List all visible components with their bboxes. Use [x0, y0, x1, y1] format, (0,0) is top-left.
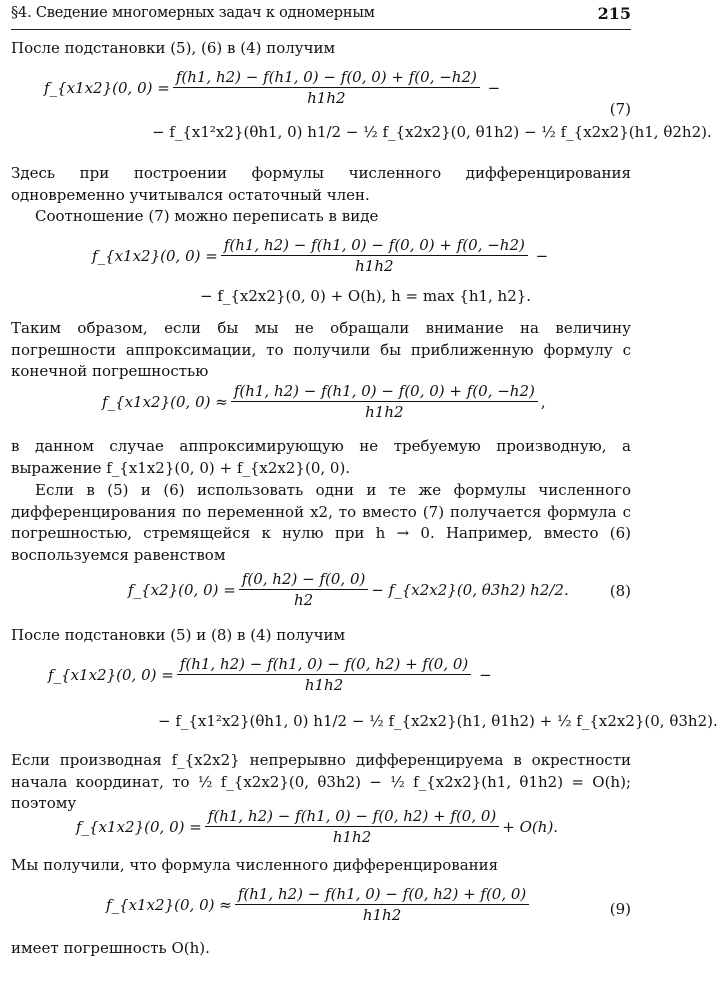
paragraph-9: Мы получили, что формула численного дифференцирования	[11, 856, 499, 874]
equation-b: f_{x1x2}(0, 0) ≈ $\frac{f(h1, h2) - f(h1, 0) - f(0, 0) + f(0, -h2)}{h1h2}$ ,	[102, 382, 546, 421]
equation-d	[76, 807, 558, 846]
eqD-fraction	[205, 807, 499, 846]
eq8-denominator: h2	[293, 591, 314, 609]
eq7-lhs: f_{x1x2}(0, 0) =	[44, 78, 170, 97]
section-title: §4. Сведение многомерных задач к одномерным	[11, 5, 375, 21]
equation-9	[106, 885, 532, 924]
eqA-lhs: f_{x1x2}(0, 0) =	[92, 246, 218, 265]
eq9-fraction	[235, 885, 529, 924]
eqD-numerator: f(h1, h2) − f(h1, 0) − f(0, h2) + f(0, 0)	[205, 807, 499, 827]
equation-8	[128, 570, 569, 609]
paragraph-10: имеет погрешность O(h).	[11, 939, 210, 957]
paragraph-5: в данном случае аппроксимирующую не требуемую производную, а выражение f_{x1x2}(0, 0) + f_{x2x2}(0, 0).	[11, 437, 631, 477]
equation-7-line-1: f_{x1x2}(0, 0) = $\frac{f(h1, h2) - f(h1, 0) - f(0, 0) + f(0, -h2)}{h1h2}$ −	[44, 68, 501, 107]
eqD-denominator: h1h2	[332, 828, 372, 846]
eqB-denominator: h1h2	[365, 403, 404, 421]
eq7-fraction	[173, 68, 480, 107]
paragraph-3: Соотношение (7) можно переписать в виде	[35, 207, 379, 225]
eq9-denominator: h1h2	[362, 906, 402, 924]
eq9-lhs: f_{x1x2}(0, 0) ≈	[106, 895, 232, 914]
eq7-denominator: h1h2	[307, 89, 346, 107]
eqA-fraction	[221, 236, 528, 275]
eqB-numerator: f(h1, h2) − f(h1, 0) − f(0, 0) + f(0, −h2)	[231, 382, 538, 402]
running-header	[11, 3, 631, 30]
paragraph-7: После подстановки (5) и (8) в (4) получим	[11, 626, 346, 644]
page-number: 215	[597, 4, 631, 23]
eqC-lhs: f_{x1x2}(0, 0) =	[48, 665, 174, 684]
eqB-fraction	[231, 382, 538, 421]
paragraph-4: Таким образом, если бы мы не обращали внимание на величину погрешности аппроксимации, то получили бы приближенную формулу с конечной погрешностью	[11, 319, 631, 380]
eqC-fraction	[177, 655, 471, 694]
eqA-numerator: f(h1, h2) − f(h1, 0) − f(0, 0) + f(0, −h2)	[221, 236, 528, 256]
eq8-rest: − f_{x2x2}(0, θ3h2) h2/2.	[371, 580, 569, 599]
equation-7-label: (7)	[609, 100, 631, 118]
eqB-lhs: f_{x1x2}(0, 0) ≈	[102, 392, 228, 411]
eqC-denominator: h1h2	[304, 676, 344, 694]
eqD-rest: + O(h).	[502, 817, 559, 836]
paragraph-8: Если производная f_{x2x2} непрерывно дифференцируема в окрестности начала координат, то ½ f_{x2x2}(0, θ3h2) − ½ f_{x2x2}(h1, θ1h2) = O(h); поэтому	[11, 751, 631, 812]
eqC-numerator: f(h1, h2) − f(h1, 0) − f(0, h2) + f(0, 0)	[177, 655, 471, 675]
eqA-denominator: h1h2	[355, 257, 394, 275]
eq7-numerator: f(h1, h2) − f(h1, 0) − f(0, 0) + f(0, −h2)	[173, 68, 480, 88]
equation-a-line-1: f_{x1x2}(0, 0) = $\frac{f(h1, h2) - f(h1, 0) - f(0, 0) + f(0, -h2)}{h1h2}$ −	[92, 236, 549, 275]
paragraph-6: Если в (5) и (6) использовать одни и те же формулы численного дифференцирования по переменной x2, то вместо (7) получается формула с погрешностью, стремящейся к нулю при h → 0. Например, вместо (6) воспользуемся равенством	[11, 481, 631, 564]
paragraph-1: После подстановки (5), (6) в (4) получим	[11, 39, 336, 57]
eq8-lhs: f_{x2}(0, 0) =	[128, 580, 236, 599]
equation-8-label: (8)	[609, 582, 631, 600]
equation-a-line-2: − f_{x2x2}(0, 0) + O(h), h = max {h1, h2}.	[200, 287, 532, 305]
equation-7-line-2: − f_{x1²x2}(θh1, 0) h1/2 − ½ f_{x2x2}(0, θ1h2) − ½ f_{x2x2}(h1, θ2h2).	[152, 123, 712, 141]
eq9-numerator: f(h1, h2) − f(h1, 0) − f(0, h2) + f(0, 0)	[235, 885, 529, 905]
equation-c-line-1: f_{x1x2}(0, 0) = $\frac{f(h1, h2) - f(h1, 0) - f(0, h2) + f(0, 0)}{h1h2}$ −	[48, 655, 492, 694]
paragraph-2: Здесь при построении формулы численного дифференцирования одновременно учитывался остаточный член.	[11, 164, 631, 204]
eqD-lhs: f_{x1x2}(0, 0) =	[76, 817, 202, 836]
eq8-numerator: f(0, h2) − f(0, 0)	[239, 570, 369, 590]
equation-c-line-2: − f_{x1²x2}(θh1, 0) h1/2 − ½ f_{x2x2}(h1, θ1h2) + ½ f_{x2x2}(0, θ3h2).	[158, 712, 718, 730]
equation-9-label: (9)	[609, 900, 631, 918]
eq8-fraction	[239, 570, 369, 609]
